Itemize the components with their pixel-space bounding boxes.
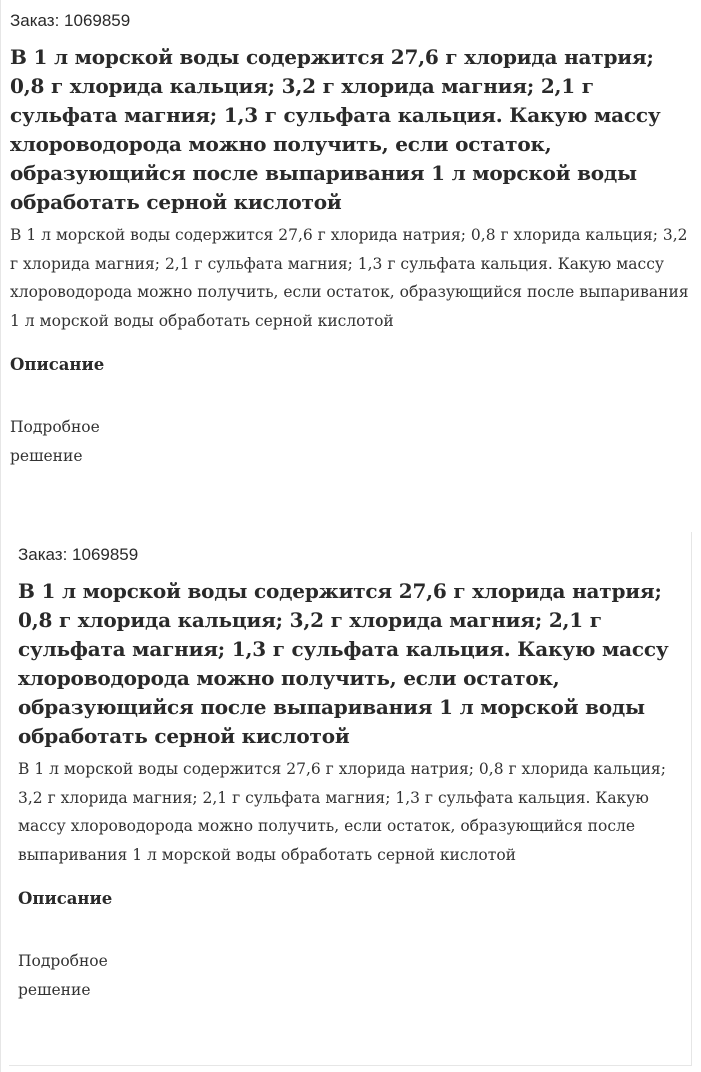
order-number: Заказ: 1069859 [10, 11, 131, 30]
problem-text: В 1 л морской воды содержится 27,6 г хлорида натрия; 0,8 г хлорида кальция; 3,2 г хлорида магния; 2,1 г сульфата магния; 1,3 г сульфата кальция. Какую массу хлороводорода можно получить, если остаток, образующийся после выпаривания 1 л морской воды обработать серной кислотой [18, 760, 666, 864]
problem-title: В 1 л морской воды содержится 27,6 г хлорида натрия; 0,8 г хлорида кальция; 3,2 г хлорида магния; 2,1 г сульфата магния; 1,3 г сульфата кальция. Какую массу хлороводорода можно получить, если остаток, образующийся после выпаривания 1 л морской воды обработать серной кислотой [10, 45, 661, 214]
description-heading: Описание [10, 355, 105, 374]
detailed-solution-label: Подробное решение [18, 952, 108, 999]
detailed-solution-label: Подробное решение [10, 418, 100, 465]
problem-title: В 1 л морской воды содержится 27,6 г хлорида натрия; 0,8 г хлорида кальция; 3,2 г хлорида магния; 2,1 г сульфата магния; 1,3 г сульфата кальция. Какую массу хлороводорода можно получить, если остаток, образующийся после выпаривания 1 л морской воды обработать серной кислотой [18, 579, 669, 748]
description-heading: Описание [18, 889, 113, 908]
order-block-duplicate [9, 532, 692, 1066]
order-number: Заказ: 1069859 [18, 545, 139, 564]
problem-text: В 1 л морской воды содержится 27,6 г хлорида натрия; 0,8 г хлорида кальция; 3,2 г хлорида магния; 2,1 г сульфата магния; 1,3 г сульфата кальция. Какую массу хлороводорода можно получить, если остаток, образующийся после выпаривания 1 л морской воды обработать серной кислотой [10, 226, 689, 330]
